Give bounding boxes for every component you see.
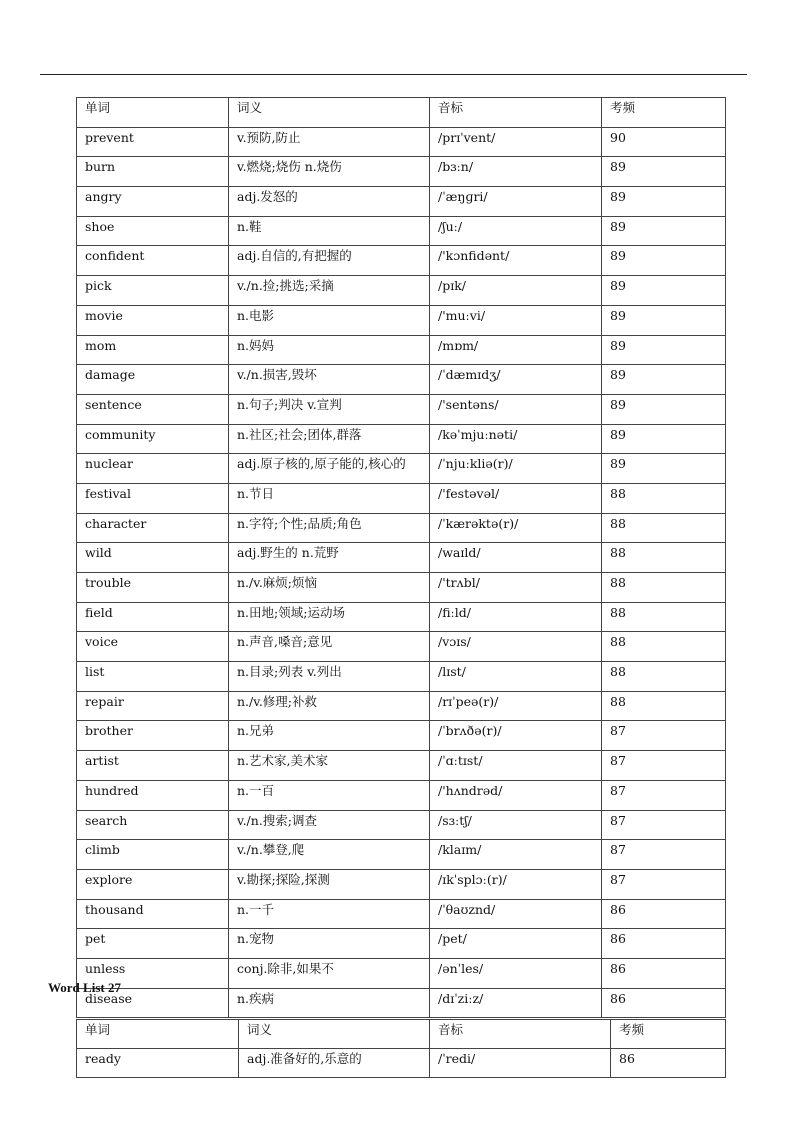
frequency-cell: 86 [602,899,726,929]
meaning-cell: n.兄弟 [229,721,430,751]
frequency-cell: 90 [602,127,726,157]
table-row [77,187,726,217]
word-cell: nuclear [77,454,229,484]
meaning-cell: v.预防,防止 [229,127,430,157]
table-row [77,929,726,959]
word-cell: pick [77,276,229,306]
table-row [77,454,726,484]
frequency-cell: 89 [602,157,726,187]
meaning-cell: adj.野生的 n.荒野 [229,543,430,573]
phonetic-cell: /ənˈles/ [430,958,602,988]
phonetic-cell: /prɪˈvent/ [430,127,602,157]
table-row [77,365,726,395]
word-list-heading: Word List 27 [48,980,121,995]
phonetic-cell: /ˈɑːtɪst/ [430,751,602,781]
frequency-cell: 86 [602,958,726,988]
frequency-cell: 88 [602,602,726,632]
word-cell: angry [77,187,229,217]
word-cell: pet [77,929,229,959]
frequency-cell: 89 [602,246,726,276]
phonetic-cell: /ɪkˈsplɔː(r)/ [430,869,602,899]
frequency-cell: 89 [602,424,726,454]
frequency-cell: 89 [602,454,726,484]
frequency-cell: 86 [611,1049,726,1078]
table-row [77,543,726,573]
meaning-cell: adj.准备好的,乐意的 [239,1049,430,1078]
word-cell: burn [77,157,229,187]
word-cell: list [77,662,229,692]
word-cell: character [77,513,229,543]
meaning-cell: n.鞋 [229,216,430,246]
frequency-cell: 88 [602,632,726,662]
word-cell: unless [77,958,229,988]
phonetic-cell: /vɔɪs/ [430,632,602,662]
meaning-cell: n./v.修理;补救 [229,691,430,721]
frequency-cell: 87 [602,810,726,840]
meaning-cell: v./n.攀登,爬 [229,840,430,870]
table-row [77,127,726,157]
phonetic-cell: /'sentəns/ [430,394,602,424]
phonetic-cell: /mɒm/ [430,335,602,365]
word-cell: climb [77,840,229,870]
meaning-cell: adj.发怒的 [229,187,430,217]
meaning-cell: n./v.麻烦;烦恼 [229,573,430,603]
meaning-cell: n.目录;列表 v.列出 [229,662,430,692]
table-row [77,632,726,662]
word-cell: disease [77,988,229,1018]
column-header: 单词 [77,1020,239,1049]
frequency-cell: 88 [602,573,726,603]
frequency-cell: 87 [602,780,726,810]
column-header: 词义 [229,98,430,128]
column-header: 单词 [77,98,229,128]
table-row [77,721,726,751]
phonetic-cell: /dɪˈziːz/ [430,988,602,1018]
meaning-cell: n.一千 [229,899,430,929]
meaning-cell: v.勘探;探险,探测 [229,869,430,899]
frequency-cell: 89 [602,216,726,246]
meaning-cell: n.电影 [229,305,430,335]
top-rule [40,74,747,75]
phonetic-cell: /'festəvəl/ [430,483,602,513]
table-header-row [77,1020,726,1049]
table-row [77,602,726,632]
table-row [77,988,726,1018]
table-row [77,335,726,365]
frequency-cell: 88 [602,662,726,692]
meaning-cell: n.疾病 [229,988,430,1018]
phonetic-cell: /'hʌndrəd/ [430,780,602,810]
meaning-cell: n.声音,嗓音;意见 [229,632,430,662]
table-row [77,276,726,306]
meaning-cell: n.社区;社会;团体,群落 [229,424,430,454]
meaning-cell: adj.原子核的,原子能的,核心的 [229,454,430,484]
meaning-cell: n.字符;个性;品质;角色 [229,513,430,543]
word-cell: community [77,424,229,454]
table-row [77,899,726,929]
phonetic-cell: /rɪˈpeə(r)/ [430,691,602,721]
table-header-row [77,98,726,128]
frequency-cell: 89 [602,187,726,217]
phonetic-cell: /'kɔnfidənt/ [430,246,602,276]
meaning-cell: n.句子;判决 v.宣判 [229,394,430,424]
frequency-cell: 87 [602,840,726,870]
table-row [77,1049,726,1078]
frequency-cell: 88 [602,483,726,513]
phonetic-cell: /ˈdæmɪdʒ/ [430,365,602,395]
word-cell: confident [77,246,229,276]
meaning-cell: v./n.捡;挑选;采摘 [229,276,430,306]
phonetic-cell: /lɪst/ [430,662,602,692]
phonetic-cell: /ˈæŋɡri/ [430,187,602,217]
word-cell: shoe [77,216,229,246]
word-cell: brother [77,721,229,751]
phonetic-cell: /ˈθaʊznd/ [430,899,602,929]
frequency-cell: 87 [602,751,726,781]
frequency-cell: 86 [602,929,726,959]
word-cell: voice [77,632,229,662]
table-row [77,246,726,276]
word-cell: hundred [77,780,229,810]
phonetic-cell: /pet/ [430,929,602,959]
table-row [77,483,726,513]
meaning-cell: n.田地;领域;运动场 [229,602,430,632]
frequency-cell: 87 [602,869,726,899]
column-header: 考频 [602,98,726,128]
word-cell: thousand [77,899,229,929]
word-cell: artist [77,751,229,781]
frequency-cell: 87 [602,721,726,751]
meaning-cell: v.燃烧;烧伤 n.烧伤 [229,157,430,187]
meaning-cell: adj.自信的,有把握的 [229,246,430,276]
word-cell: prevent [77,127,229,157]
phonetic-cell: /ˈnjuːkliə(r)/ [430,454,602,484]
frequency-cell: 89 [602,276,726,306]
phonetic-cell: /ˈkærəktə(r)/ [430,513,602,543]
table-row [77,573,726,603]
phonetic-cell: /bɜːn/ [430,157,602,187]
table-row [77,513,726,543]
word-cell: sentence [77,394,229,424]
word-cell: mom [77,335,229,365]
table-row [77,216,726,246]
phonetic-cell: /klaɪm/ [430,840,602,870]
meaning-cell: n.节日 [229,483,430,513]
table-row [77,780,726,810]
meaning-cell: v./n.搜索;调查 [229,810,430,840]
frequency-cell: 89 [602,365,726,395]
table-row [77,958,726,988]
table-row [77,691,726,721]
word-cell: damage [77,365,229,395]
frequency-cell: 88 [602,691,726,721]
word-cell: trouble [77,573,229,603]
word-cell: wild [77,543,229,573]
meaning-cell: n.艺术家,美术家 [229,751,430,781]
phonetic-cell: /kəˈmjuːnəti/ [430,424,602,454]
phonetic-cell: /fiːld/ [430,602,602,632]
column-header: 音标 [430,98,602,128]
phonetic-cell: /'trʌbl/ [430,573,602,603]
meaning-cell: n.宠物 [229,929,430,959]
frequency-cell: 88 [602,543,726,573]
table-row [77,840,726,870]
table-row [77,869,726,899]
phonetic-cell: /'muːvi/ [430,305,602,335]
word-cell: explore [77,869,229,899]
phonetic-cell: /waɪld/ [430,543,602,573]
word-cell: search [77,810,229,840]
vocab-table [76,97,726,1018]
word-cell: ready [77,1049,239,1078]
table-row [77,810,726,840]
frequency-cell: 89 [602,305,726,335]
meaning-cell: conj.除非,如果不 [229,958,430,988]
word-list-27-table [76,1019,726,1078]
meaning-cell: v./n.损害,毁坏 [229,365,430,395]
word-cell: festival [77,483,229,513]
table-row [77,157,726,187]
column-header: 考频 [611,1020,726,1049]
frequency-cell: 89 [602,335,726,365]
word-cell: repair [77,691,229,721]
word-cell: field [77,602,229,632]
meaning-cell: n.一百 [229,780,430,810]
table-row [77,424,726,454]
phonetic-cell: /ˈredi/ [430,1049,611,1078]
word-cell: movie [77,305,229,335]
table-row [77,751,726,781]
phonetic-cell: /pɪk/ [430,276,602,306]
phonetic-cell: /ʃuː/ [430,216,602,246]
table-row [77,662,726,692]
meaning-cell: n.妈妈 [229,335,430,365]
frequency-cell: 88 [602,513,726,543]
table-row [77,305,726,335]
phonetic-cell: /ˈbrʌðə(r)/ [430,721,602,751]
phonetic-cell: /sɜːtʃ/ [430,810,602,840]
frequency-cell: 89 [602,394,726,424]
frequency-cell: 86 [602,988,726,1018]
column-header: 音标 [430,1020,611,1049]
column-header: 词义 [239,1020,430,1049]
table-row [77,394,726,424]
